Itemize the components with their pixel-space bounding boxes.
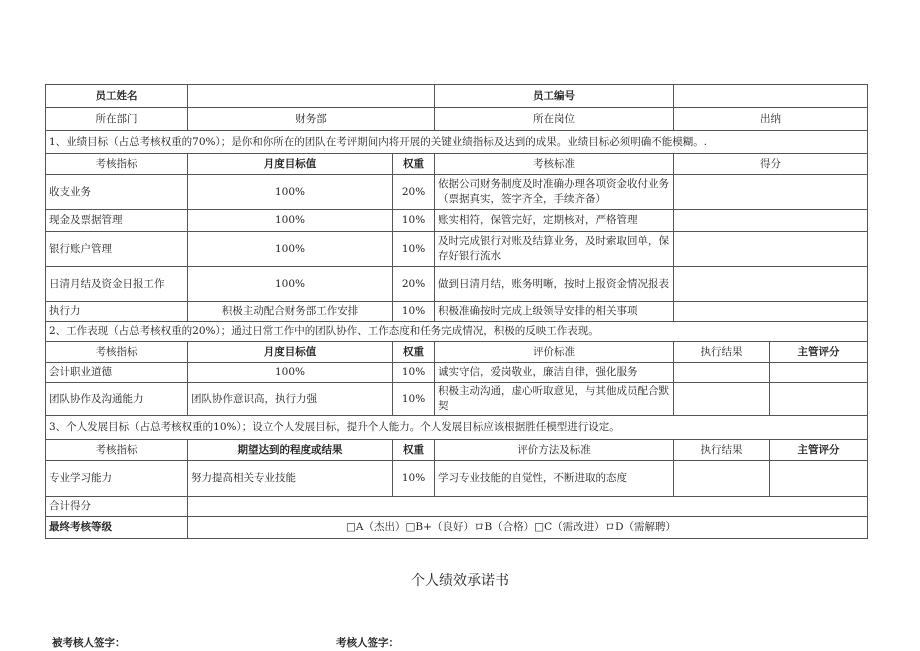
assessor-signature-label: 考核人签字： bbox=[336, 637, 399, 649]
s1-target: 100% bbox=[188, 232, 393, 267]
s1-indicator: 现金及票据管理 bbox=[46, 210, 188, 232]
employee-name-value[interactable] bbox=[188, 85, 435, 108]
s2-indicator: 团队协作及沟通能力 bbox=[46, 383, 188, 416]
total-score-label: 合计得分 bbox=[46, 497, 188, 517]
s3-result-cell[interactable] bbox=[674, 461, 770, 497]
s1-weight: 20% bbox=[393, 267, 435, 302]
position-value: 出纳 bbox=[674, 108, 868, 131]
s2-weight: 10% bbox=[393, 363, 435, 383]
final-grade-label: 最终考核等级 bbox=[46, 517, 188, 539]
s1-target: 积极主动配合财务部工作安排 bbox=[188, 302, 393, 322]
commitment-title: 个人绩效承诺书 bbox=[411, 573, 509, 589]
total-score-value[interactable] bbox=[188, 497, 868, 517]
s2-supervisor-cell[interactable] bbox=[770, 363, 868, 383]
s3-col-indicator: 考核指标 bbox=[46, 440, 188, 461]
s2-supervisor-cell[interactable] bbox=[770, 383, 868, 416]
s2-target: 团队协作意识高，执行力强 bbox=[188, 383, 393, 416]
s1-score-cell[interactable] bbox=[674, 175, 868, 210]
position-label: 所在岗位 bbox=[435, 108, 674, 131]
s1-target: 100% bbox=[188, 267, 393, 302]
s2-col-supervisor: 主管评分 bbox=[770, 342, 868, 363]
s1-col-score: 得分 bbox=[674, 154, 868, 175]
s2-indicator: 会计职业道德 bbox=[46, 363, 188, 383]
s1-weight: 20% bbox=[393, 175, 435, 210]
s2-col-result: 执行结果 bbox=[674, 342, 770, 363]
s1-score-cell[interactable] bbox=[674, 267, 868, 302]
s2-weight: 10% bbox=[393, 383, 435, 416]
table-row bbox=[46, 267, 868, 302]
s1-indicator: 日清月结及资金日报工作 bbox=[46, 267, 188, 302]
s3-indicator: 专业学习能力 bbox=[46, 461, 188, 497]
s1-col-standard: 考核标准 bbox=[435, 154, 674, 175]
grade-options[interactable] bbox=[188, 517, 868, 539]
s2-col-standard: 评价标准 bbox=[435, 342, 674, 363]
s1-standard: 及时完成银行对账及结算业务，及时索取回单，保存好银行流水 bbox=[435, 232, 674, 267]
s3-weight: 10% bbox=[393, 461, 435, 497]
s2-col-weight: 权重 bbox=[393, 342, 435, 363]
s1-target: 100% bbox=[188, 210, 393, 232]
s2-col-indicator: 考核指标 bbox=[46, 342, 188, 363]
table-row bbox=[46, 175, 868, 210]
s3-target: 努力提高相关专业技能 bbox=[188, 461, 393, 497]
assessor-signature[interactable] bbox=[336, 635, 399, 650]
department-label: 所在部门 bbox=[46, 108, 188, 131]
s3-col-standard: 评价方法及标准 bbox=[435, 440, 674, 461]
employee-name-label: 员工姓名 bbox=[46, 85, 188, 108]
s1-standard: 依据公司财务制度及时准确办理各项资金收付业务（票据真实，签字齐全，手续齐备） bbox=[435, 175, 674, 210]
s1-score-cell[interactable] bbox=[674, 210, 868, 232]
performance-table bbox=[45, 84, 868, 539]
s2-col-target: 月度目标值 bbox=[188, 342, 393, 363]
s1-standard: 账实相符，保管完好，定期核对，严格管理 bbox=[435, 210, 674, 232]
s1-weight: 10% bbox=[393, 232, 435, 267]
section1-title: 1、业绩目标（占总考核权重的70%）；是你和你所在的团队在考评期间内将开展的关键业绩指标及达到的成果。业绩目标必须明确不能模糊。. bbox=[46, 131, 868, 154]
table-row bbox=[46, 210, 868, 232]
s1-standard: 做到日清月结，账务明晰，按时上报资金情况报表 bbox=[435, 267, 674, 302]
s1-score-cell[interactable] bbox=[674, 232, 868, 267]
table-row bbox=[46, 383, 868, 416]
s1-target: 100% bbox=[188, 175, 393, 210]
s1-col-indicator: 考核指标 bbox=[46, 154, 188, 175]
employee-id-value[interactable] bbox=[674, 85, 868, 108]
s3-col-target: 期望达到的程度或结果 bbox=[188, 440, 393, 461]
section3-title: 3、个人发展目标（占总考核权重的10%）；设立个人发展目标，提升个人能力。个人发展目标应该根据胜任模型进行设定。 bbox=[46, 416, 868, 440]
s3-col-weight: 权重 bbox=[393, 440, 435, 461]
s1-score-cell[interactable] bbox=[674, 302, 868, 322]
s1-indicator: 收支业务 bbox=[46, 175, 188, 210]
s3-standard: 学习专业技能的自觉性，不断进取的态度 bbox=[435, 461, 674, 497]
table-row bbox=[46, 302, 868, 322]
s2-standard: 积极主动沟通，虚心听取意见，与其他成员配合默契 bbox=[435, 383, 674, 416]
table-row bbox=[46, 363, 868, 383]
table-row bbox=[46, 232, 868, 267]
s1-indicator: 银行账户管理 bbox=[46, 232, 188, 267]
s2-result-cell[interactable] bbox=[674, 363, 770, 383]
s1-indicator: 执行力 bbox=[46, 302, 188, 322]
s1-standard: 积极准确按时完成上级领导安排的相关事项 bbox=[435, 302, 674, 322]
s2-target: 100% bbox=[188, 363, 393, 383]
assessee-signature[interactable] bbox=[52, 635, 126, 650]
s1-col-weight: 权重 bbox=[393, 154, 435, 175]
s1-weight: 10% bbox=[393, 210, 435, 232]
s3-supervisor-cell[interactable] bbox=[770, 461, 868, 497]
table-row bbox=[46, 461, 868, 497]
grade-options-text[interactable]: □A（杰出）□B+（良好）ロB（合格）□C（需改进）ロD（需解聘） bbox=[346, 521, 677, 533]
s3-col-result: 执行结果 bbox=[674, 440, 770, 461]
assessee-signature-label: 被考核人签字： bbox=[52, 637, 126, 649]
section2-title: 2、工作表现（占总考核权重的20%）；通过日常工作中的团队协作、工作态度和任务完成情况，积极的反映工作表现。 bbox=[46, 322, 868, 342]
employee-id-label: 员工编号 bbox=[435, 85, 674, 108]
s2-standard: 诚实守信，爱岗敬业，廉洁自律，强化服务 bbox=[435, 363, 674, 383]
s1-weight: 10% bbox=[393, 302, 435, 322]
s2-result-cell[interactable] bbox=[674, 383, 770, 416]
department-value: 财务部 bbox=[188, 108, 435, 131]
s1-col-target: 月度目标值 bbox=[188, 154, 393, 175]
s3-col-supervisor: 主管评分 bbox=[770, 440, 868, 461]
